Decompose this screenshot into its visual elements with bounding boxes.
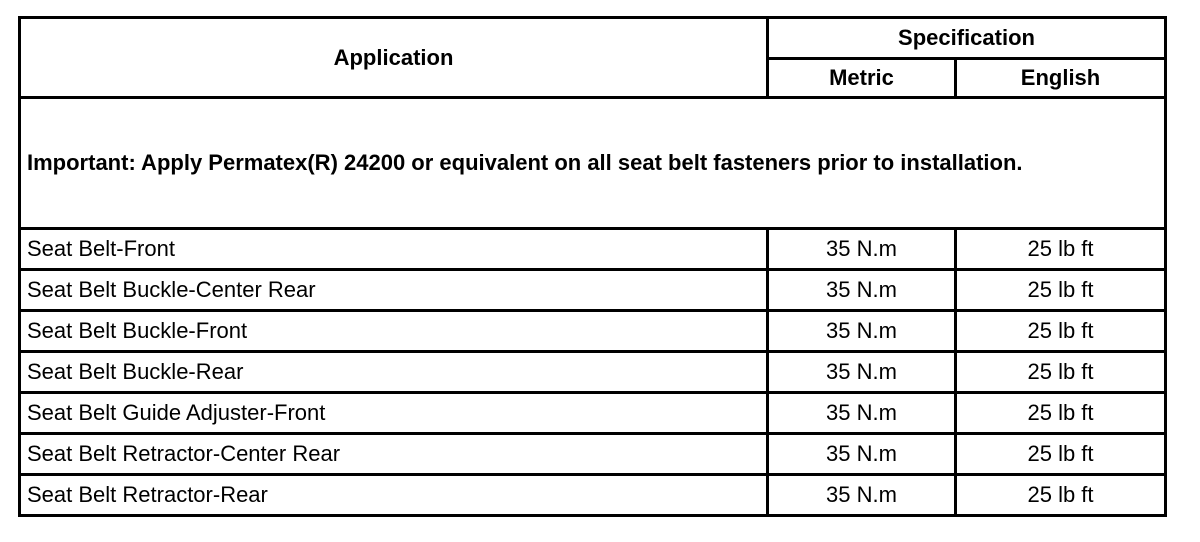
metric-cell: 35 N.m bbox=[768, 434, 956, 475]
table-row bbox=[20, 229, 1166, 270]
metric-cell: 35 N.m bbox=[768, 475, 956, 516]
torque-spec-table bbox=[18, 16, 1167, 517]
english-cell: 25 lb ft bbox=[956, 434, 1166, 475]
application-cell: Seat Belt Guide Adjuster-Front bbox=[20, 393, 768, 434]
application-cell: Seat Belt Retractor-Center Rear bbox=[20, 434, 768, 475]
application-header: Application bbox=[20, 18, 768, 98]
english-cell: 25 lb ft bbox=[956, 393, 1166, 434]
metric-cell: 35 N.m bbox=[768, 270, 956, 311]
english-header: English bbox=[956, 59, 1166, 98]
metric-cell: 35 N.m bbox=[768, 229, 956, 270]
metric-cell: 35 N.m bbox=[768, 393, 956, 434]
application-cell: Seat Belt Retractor-Rear bbox=[20, 475, 768, 516]
table-row bbox=[20, 352, 1166, 393]
application-cell: Seat Belt Buckle-Front bbox=[20, 311, 768, 352]
specification-header: Specification bbox=[768, 18, 1166, 59]
metric-header: Metric bbox=[768, 59, 956, 98]
table-row bbox=[20, 270, 1166, 311]
application-cell: Seat Belt Buckle-Center Rear bbox=[20, 270, 768, 311]
application-cell: Seat Belt Buckle-Rear bbox=[20, 352, 768, 393]
metric-cell: 35 N.m bbox=[768, 352, 956, 393]
table-row bbox=[20, 475, 1166, 516]
metric-cell: 35 N.m bbox=[768, 311, 956, 352]
english-cell: 25 lb ft bbox=[956, 475, 1166, 516]
table-row bbox=[20, 434, 1166, 475]
important-note: Important: Apply Permatex(R) 24200 or equivalent on all seat belt fasteners prior to installation. bbox=[20, 98, 1166, 229]
english-cell: 25 lb ft bbox=[956, 311, 1166, 352]
english-cell: 25 lb ft bbox=[956, 270, 1166, 311]
application-cell: Seat Belt-Front bbox=[20, 229, 768, 270]
table-row bbox=[20, 311, 1166, 352]
table-row bbox=[20, 393, 1166, 434]
english-cell: 25 lb ft bbox=[956, 229, 1166, 270]
english-cell: 25 lb ft bbox=[956, 352, 1166, 393]
